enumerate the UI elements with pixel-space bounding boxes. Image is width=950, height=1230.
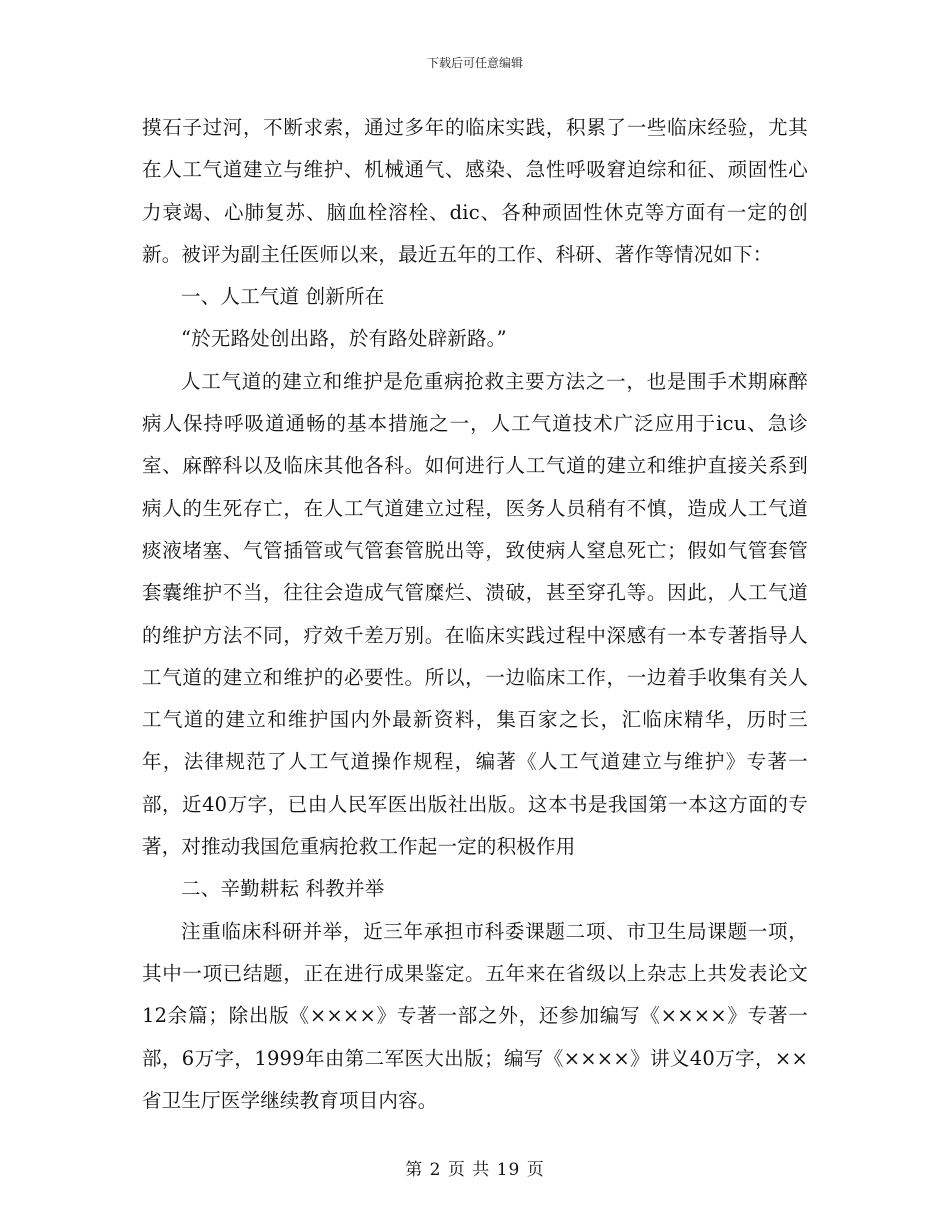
section-heading-2: 二、辛勤耕耘 科教并举 [181, 877, 385, 901]
paragraph-research: 注重临床科研并举，近三年承担市科委课题二项、市卫生局课题一项，其中一项已结题，正在进行成果鉴定。五年来在省级以上杂志上共发表论文12余篇；除出版《××××》专著一部之外，还参加编写《××××》专著一部，6万字，1999年由第二军医大出版；编写《××××》讲义40万字，××省卫生厅医学继续教育项目内容。 [142, 919, 808, 1112]
page-header: 下载后可任意编辑 [426, 56, 523, 70]
paragraph-airway: 人工气道的建立和维护是危重病抢救主要方法之一，也是围手术期麻醉病人保持呼吸道通畅的基本措施之一，人工气道技术广泛应用于icu、急诊室、麻醉科以及临床其他各科。如何进行人工气道的建立和维护直接关系到病人的生死存亡，在人工气道建立过程，医务人员稍有不慎，造成人工气道痰液堵塞、气管插管或气管套管脱出等，致使病人窒息死亡；假如气管套管套囊维护不当，往往会造成气管糜烂、溃破，甚至穿孔等。因此，人工气道的维护方法不同，疗效千差万别。在临床实践过程中深感有一本专著指导人工气道的建立和维护的必要性。所以，一边临床工作，一边着手收集有关人工气道的建立和维护国内外最新资料，集百家之长，汇临床精华，历时三年，法律规范了人工气道操作规程，编著《人工气道建立与维护》专著一部，近40万字，已由人民军医出版社出版。这本书是我国第一本这方面的专著，对推动我国危重病抢救工作起一定的积极作用 [142, 369, 808, 859]
section-heading-1: 一、人工气道 创新所在 [181, 285, 385, 309]
page-footer: 第 2 页 共 19 页 [405, 1160, 545, 1180]
document-body [142, 107, 808, 1122]
paragraph-intro: 摸石子过河，不断求索，通过多年的临床实践，积累了一些临床经验，尤其在人工气道建立与维护、机械通气、感染、急性呼吸窘迫综和征、顽固性心力衰竭、心肺复苏、脑血栓溶栓、dic、各种顽固性休克等方面有一定的创新。被评为副主任医师以来，最近五年的工作、科研、著作等情况如下： [142, 116, 808, 266]
quote-line: “於无路处创出路，於有路处辟新路。” [181, 327, 507, 351]
